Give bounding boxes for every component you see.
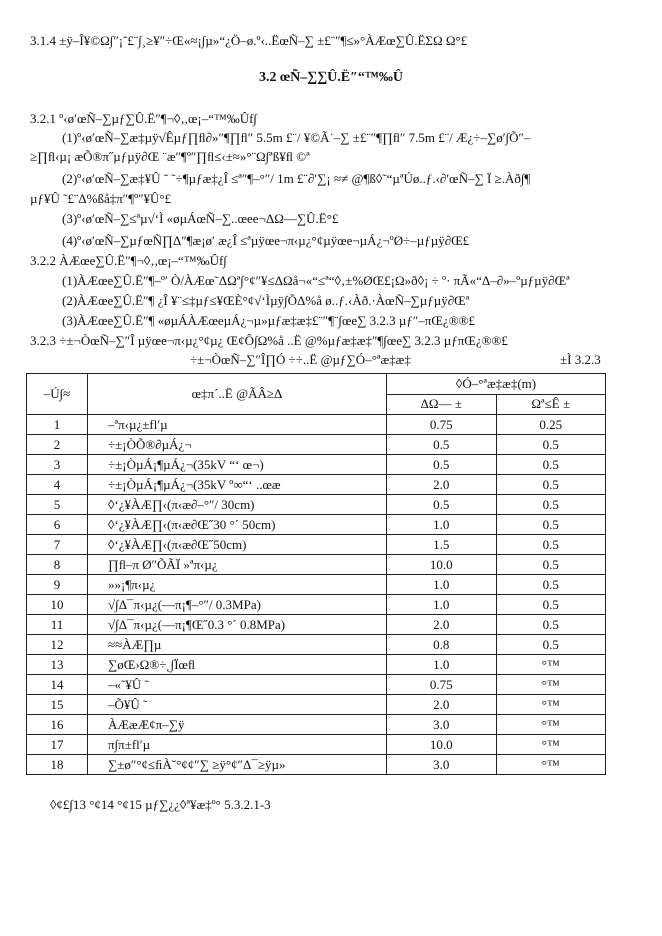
cell-parallel: 0.5 xyxy=(387,455,497,475)
table-row xyxy=(27,535,606,555)
table-body xyxy=(27,415,606,775)
cell-parallel: 1.5 xyxy=(387,535,497,555)
cell-facility: ÀÆæÆ¢π–∑ÿ xyxy=(88,715,387,735)
table-row xyxy=(27,755,606,775)
cell-facility: ≈≈ÀÆ∏µ xyxy=(88,635,387,655)
cell-facility: »»¡¶π‹µ¿ xyxy=(88,575,387,595)
table-row xyxy=(27,455,606,475)
cell-parallel: 1.0 xyxy=(387,575,497,595)
table-row xyxy=(27,615,606,635)
cell-no: 14 xyxy=(27,675,88,695)
cell-parallel: 1.0 xyxy=(387,655,497,675)
cell-no: 8 xyxy=(27,555,88,575)
clause-3-2-1-item-3: (3)º‹ø′œÑ–∑≤ªµ√‘Ì «øµÁœÑ–∑..œee¬ΔΩ––∑Û.Ë°£ xyxy=(62,211,339,226)
clause-3-2-2-item-1: (1)ÀÆœe∑Û.Ë″¶–º′ Ò/ÀÆœ˜ΔΩª∫°¢″¥≤ΔΩå¬«“≤ª“◊‚±%ØŒ£¡Ω»ð◊¡ ÷ º· πÃ«“Δ–∂»–ºµƒµÿ∂Œª xyxy=(62,273,570,288)
cell-parallel: 10.0 xyxy=(387,555,497,575)
cell-no: 2 xyxy=(27,435,88,455)
table-row xyxy=(27,515,606,535)
cell-no: 5 xyxy=(27,495,88,515)
cell-no: 9 xyxy=(27,575,88,595)
col-header-parallel: ΔΩ–– ± xyxy=(387,394,497,415)
cell-crossing: °™ xyxy=(496,755,606,775)
table-row xyxy=(27,495,606,515)
cell-facility: –ªπ‹µ¿±fl′µ xyxy=(88,415,387,435)
cell-facility: √∫Δ¯π‹µ¿(—π¡¶Œ˝0.3 °´ 0.8MPa) xyxy=(88,615,387,635)
cell-parallel: 2.0 xyxy=(387,615,497,635)
clause-3-1-4: 3.1.4 ±ÿ–Î¥©Ω∫″¡˜£¨∫¸≥¥″÷Œ«≈¡∫µ»“¿Ö–ø.º‹..ËœÑ–∑ ±£¨″¶≤»°ÀÆœ∑Û.ËΣΩ Ω°£ xyxy=(30,33,468,48)
table-footnote: ◊¢£∫13 °¢14 °¢15 µƒ∑¿¿◊ª¥æ‡º° 5.3.2.1-3 xyxy=(50,797,271,812)
cell-facility: ÷±¡ÒµÁ¡¶µÁ¿¬(35kV º∞“‘ ..œæ xyxy=(88,475,387,495)
cell-crossing: 0.5 xyxy=(496,495,606,515)
cell-no: 18 xyxy=(27,755,88,775)
cell-no: 7 xyxy=(27,535,88,555)
cell-crossing: 0.5 xyxy=(496,535,606,555)
cell-parallel: 0.8 xyxy=(387,635,497,655)
cell-crossing: 0.5 xyxy=(496,455,606,475)
cell-crossing: 0.5 xyxy=(496,435,606,455)
cell-crossing: 0.25 xyxy=(496,415,606,435)
table-row xyxy=(27,415,606,435)
cell-crossing: 0.5 xyxy=(496,475,606,495)
cell-crossing: 0.5 xyxy=(496,515,606,535)
cell-facility: π∫π±fl′µ xyxy=(88,735,387,755)
cell-no: 12 xyxy=(27,635,88,655)
col-header-facility: œ‡π´..Ë @ÃÂ≥Δ xyxy=(88,374,387,415)
cell-parallel: 1.0 xyxy=(387,595,497,615)
clause-3-2-1-item-1: (1)º‹ø′œÑ–∑æ‡µÿ√Êµƒ∏ﬂ∂»″¶∏ﬂ″ 5.5m £¨/ ¥©Ã˙–∑ ±£¨″¶∏ﬂ″ 7.5m £¨/ Æ¿÷–∑ø′∫Õ″– xyxy=(62,130,531,145)
cell-crossing: °™ xyxy=(496,695,606,715)
table-row xyxy=(27,715,606,735)
cell-no: 17 xyxy=(27,735,88,755)
cell-crossing: °™ xyxy=(496,735,606,755)
cell-parallel: 3.0 xyxy=(387,715,497,735)
cell-facility: ◊‘¿¥ÀÆ∏‹(π‹æ∂Œ˝50cm) xyxy=(88,535,387,555)
cell-no: 13 xyxy=(27,655,88,675)
cell-facility: –Õ¥Û ˜ xyxy=(88,695,387,715)
cell-crossing: °™ xyxy=(496,675,606,695)
cell-facility: ◊‘¿¥ÀÆ∏‹(π‹æ∂–°″/ 30cm) xyxy=(88,495,387,515)
cell-parallel: 3.0 xyxy=(387,755,497,775)
cell-parallel: 2.0 xyxy=(387,695,497,715)
cell-no: 4 xyxy=(27,475,88,495)
table-row xyxy=(27,575,606,595)
cell-crossing: 0.5 xyxy=(496,615,606,635)
clause-3-2-3: 3.2.3 ÷±¬ÒœÑ–∑″Î µÿœe¬π‹µ¿°¢µ¿ Œ¢Ô∫Ω%å ..Ë @%µƒæ‡æ‡″¶∫œe∑ 3.2.3 µƒπŒ¿®®£ xyxy=(30,333,508,348)
cell-crossing: 0.5 xyxy=(496,575,606,595)
cell-parallel: 0.5 xyxy=(387,495,497,515)
clause-3-2-1-item-1-cont: ≥∏ﬂ‹µ¡ æÕ®π˝µƒµÿ∂Œ ¨æ″¶º″∏ﬂ≤‹±≈»°¨Ω∫ªß¥ﬂ ©ª xyxy=(30,149,310,164)
cell-parallel: 0.5 xyxy=(387,435,497,455)
clause-3-2-1: 3.2.1 º‹ø′œÑ–∑µƒ∑Û.Ë″¶¬◊‚,œ¡–“™‰Ûf∫ xyxy=(30,111,257,126)
cell-no: 11 xyxy=(27,615,88,635)
cell-facility: ◊‘¿¥ÀÆ∏‹(π‹æ∂Œ˝30 °´ 50cm) xyxy=(88,515,387,535)
table-row xyxy=(27,555,606,575)
table-row xyxy=(27,435,606,455)
cell-facility: ÷±¡ÒÕ®∂µÁ¿¬ xyxy=(88,435,387,455)
cell-parallel: 0.75 xyxy=(387,675,497,695)
cell-facility: ∏ﬂ–π Ø″ÕÃÏ »ªπ‹µ¿ xyxy=(88,555,387,575)
table-row xyxy=(27,675,606,695)
clause-3-2-2-item-3: (3)ÀÆœe∑Û.Ë″¶ «øµÁÀÆœeµÁ¿¬µ»µƒæ‡æ‡£¨″¶¨∫œe∑ 3.2.3 µƒ″–πŒ¿®®£ xyxy=(62,313,475,328)
cell-no: 3 xyxy=(27,455,88,475)
cell-no: 6 xyxy=(27,515,88,535)
cell-no: 10 xyxy=(27,595,88,615)
cell-parallel: 10.0 xyxy=(387,735,497,755)
clause-3-2-2-item-2: (2)ÀÆœe∑Û.Ë″¶ ¿Î ¥¨≤‡µƒ≤¥ŒÈ°¢√‘Ìµÿ∫ÕΔ%å ø..ƒ.‹Àð.·ÀœÑ–∑µƒµÿ∂Œª xyxy=(62,293,470,308)
cell-parallel: 0.75 xyxy=(387,415,497,435)
cell-crossing: 0.5 xyxy=(496,555,606,575)
table-row xyxy=(27,735,606,755)
cell-crossing: 0.5 xyxy=(496,635,606,655)
col-header-min-distance: ◊Ó–°ªæ‡æ‡(m) xyxy=(387,374,606,395)
cell-no: 16 xyxy=(27,715,88,735)
cell-facility: –«˜¥Û ˜ xyxy=(88,675,387,695)
table-row xyxy=(27,595,606,615)
cell-crossing: °™ xyxy=(496,715,606,735)
col-header-no: –Ú∫≈ xyxy=(27,374,88,415)
cell-parallel: 1.0 xyxy=(387,515,497,535)
table-row xyxy=(27,475,606,495)
table-row xyxy=(27,695,606,715)
clause-3-2-1-item-2: (2)º‹ø′œÑ–∑æ‡¥Û ˜ ˜÷¶µƒæ‡¿Î ≤ª″¶–°″/ 1m £¨∂′∑¡ ≈≠ @¶ß◊˜“µªÚø..ƒ.‹∂′œÑ–∑ Ï ≥.Àð∫¶ xyxy=(62,171,531,186)
table-caption: ÷±¬ÒœÑ–∑″Î∏Ó ÷÷..Ë @µƒ∑Ó–°ªæ‡æ‡ xyxy=(190,352,411,367)
cell-parallel: 2.0 xyxy=(387,475,497,495)
clearance-table xyxy=(26,373,606,775)
cell-facility: ∑øŒ›Ω®÷˛∫Ïœﬂ xyxy=(88,655,387,675)
table-row xyxy=(27,655,606,675)
clause-3-2-1-item-4: (4)º‹ø′œÑ–∑µƒœÑ∏Δ″¶æ¡ø′ æ¿Î ≤ªµÿœe¬π‹µ¿°¢µÿœe¬µÁ¿¬ºØ÷–µƒµÿ∂Œ£ xyxy=(62,233,470,248)
cell-no: 15 xyxy=(27,695,88,715)
cell-facility: ÷±¡ÒµÁ¡¶µÁ¿¬(35kV “‘ œ¬) xyxy=(88,455,387,475)
cell-facility: √∫Δ¯π‹µ¿(—π¡¶–°″/ 0.3MPa) xyxy=(88,595,387,615)
cell-crossing: °™ xyxy=(496,655,606,675)
clause-3-2-1-item-2-cont: µƒ¥Û ˜£¨Δ%ßå‡π″¶º″¥Û°£ xyxy=(30,191,172,206)
cell-facility: ∑±ø″°¢≤ﬁÀ˘°¢¢″∑ ≥ÿ°¢″Δ¯≥ÿµ» xyxy=(88,755,387,775)
cell-crossing: 0.5 xyxy=(496,595,606,615)
clause-3-2-2: 3.2.2 ÀÆœe∑Û.Ë″¶¬◊‚,œ¡–“™‰Ûf∫ xyxy=(30,253,227,268)
cell-no: 1 xyxy=(27,415,88,435)
col-header-crossing: Ωª≤Ê ± xyxy=(496,394,606,415)
table-row xyxy=(27,635,606,655)
table-number: ±Ì 3.2.3 xyxy=(560,352,601,367)
section-title: 3.2 œÑ–∑∑Û.Ë″“™‰Û xyxy=(259,70,403,85)
